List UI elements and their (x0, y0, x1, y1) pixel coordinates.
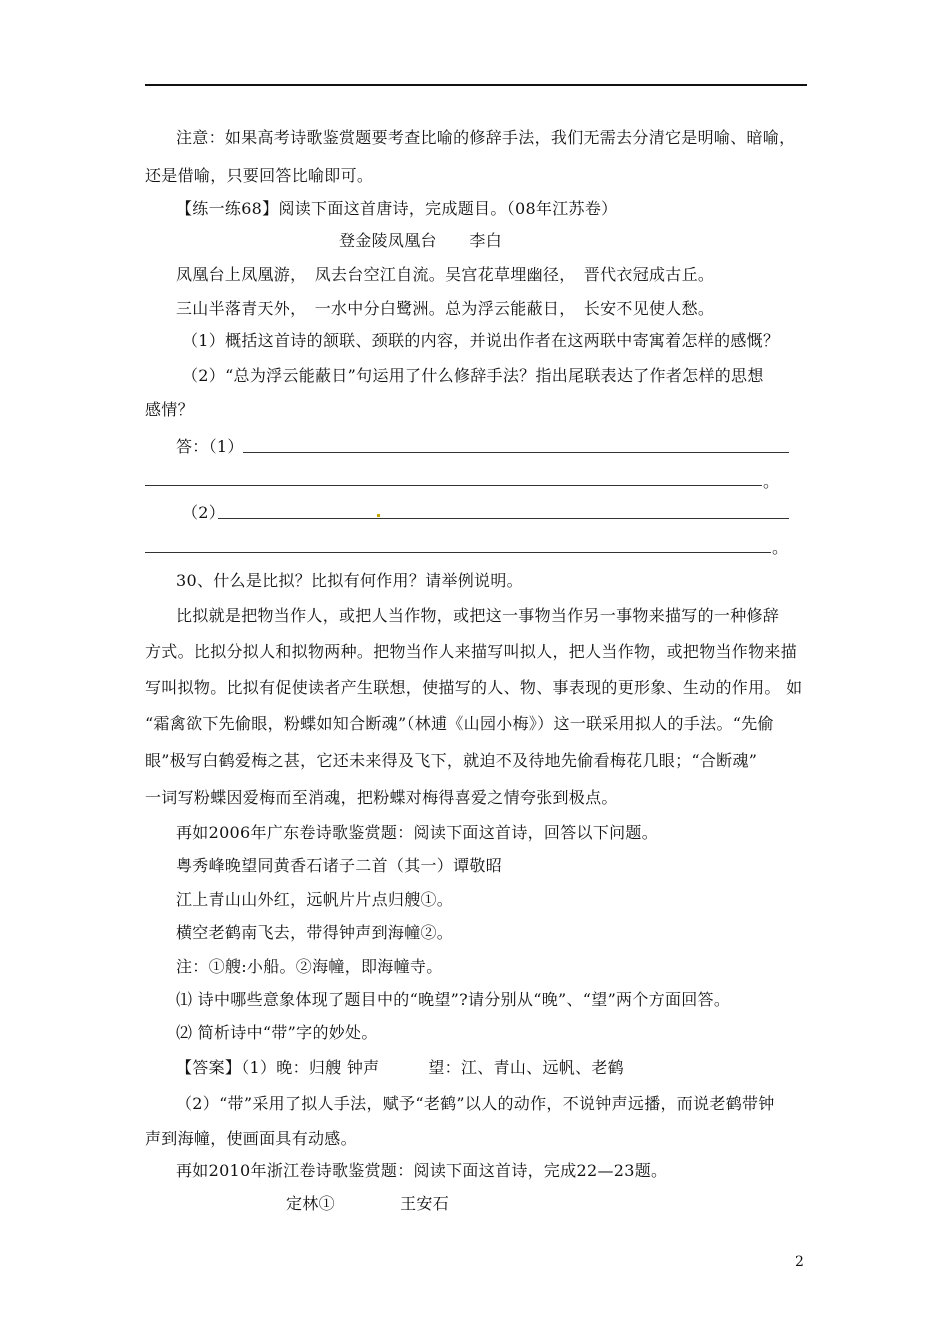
question-2-cont: 感情？ (145, 400, 194, 419)
question-2: ⑵ 简析诗中“带”字的妙处。 (176, 1023, 378, 1042)
exercise-heading: 【练一练68】阅读下面这首唐诗，完成题目。（08年江苏卷） (176, 199, 618, 218)
poem-line: 横空老鹤南飞去，带得钟声到海幢②。 (176, 923, 454, 942)
paragraph: 一词写粉蝶因爱梅而至消魂，把粉蝶对梅得喜爱之情夸张到极点。 (145, 788, 618, 807)
answer-blank-2b[interactable] (145, 552, 771, 553)
answer-text-cont: 声到海幢，使画面具有动感。 (145, 1129, 357, 1148)
poem-title: 粤秀峰晚望同黄香石诸子二首（其一）谭敬昭 (176, 856, 503, 875)
note-text-cont: 还是借喻，只要回答比喻即可。 (145, 166, 374, 185)
poem-title: 定林① 王安石 (286, 1194, 450, 1213)
answer-label-2: （2） (182, 503, 226, 522)
question-2: （2）“总为浮云能蔽日”句运用了什么修辞手法？指出尾联表达了作者怎样的思想 (182, 366, 764, 385)
poem-note: 注：①艘:小船。②海幢，即海幢寺。 (176, 957, 443, 976)
paragraph: 比拟就是把物当作人，或把人当作物，或把这一事物当作另一事物来描写的一种修辞 (176, 606, 780, 625)
poem-line: 江上青山山外红，远帆片片点归艘①。 (176, 890, 454, 909)
poem-line: 三山半落青天外， 一水中分白鹭洲。总为浮云能蔽日， 长安不见使人愁。 (176, 299, 715, 318)
note-text: 注意：如果高考诗歌鉴赏题要考查比喻的修辞手法，我们无需去分清它是明喻、暗喻， (176, 128, 796, 147)
poem-line: 凤凰台上凤凰游， 凤去台空江自流。吴宫花草埋幽径， 晋代衣冠成古丘。 (176, 265, 715, 284)
example-intro: 再如2006年广东卷诗歌鉴赏题：阅读下面这首诗，回答以下问题。 (176, 823, 659, 842)
marker-dot (377, 514, 380, 517)
answer-label-1: 答：（1） (176, 437, 244, 456)
answer-text: （2）“带”采用了拟人手法，赋予“老鹤”以人的动作，不说钟声远播，而说老鹤带钟 (176, 1094, 775, 1113)
answer-heading: 【答案】（1）晚：归艘 钟声 望：江、青山、远帆、老鹤 (176, 1058, 624, 1077)
answer-blank-1b[interactable] (145, 485, 762, 486)
answer-period-1: 。 (763, 472, 780, 491)
section-heading: 30、什么是比拟？比拟有何作用？请举例说明。 (176, 571, 523, 590)
paragraph: “霜禽欲下先偷眼，粉蝶如知合断魂”（林逋《山园小梅》）这一联采用拟人的手法。“先偷 (145, 714, 774, 733)
example-intro: 再如2010年浙江卷诗歌鉴赏题：阅读下面这首诗，完成22—23题。 (176, 1161, 668, 1180)
question-1: （1）概括这首诗的颔联、颈联的内容，并说出作者在这两联中寄寓着怎样的感慨？ (182, 331, 780, 350)
paragraph: 方式。比拟分拟人和拟物两种。把物当作人来描写叫拟人，把人当作物，或把物当作物来描 (145, 642, 798, 661)
answer-period-2: 。 (772, 538, 789, 557)
paragraph: 写叫拟物。比拟有促使读者产生联想，使描写的人、物、事表现的更形象、生动的作用。 如 (145, 678, 803, 697)
question-1: ⑴ 诗中哪些意象体现了题目中的“晚望”?请分别从“晚”、“望”两个方面回答。 (176, 990, 731, 1009)
answer-blank-1a[interactable] (243, 452, 789, 453)
answer-blank-2a[interactable] (218, 518, 789, 519)
paragraph: 眼”极写白鹤爱梅之甚，它还未来得及飞下，就迫不及待地先偷看梅花几眼；“合断魂” (145, 751, 758, 770)
header-rule (145, 84, 807, 86)
page-number: 2 (795, 1254, 804, 1270)
poem-title: 登金陵凤凰台 李白 (339, 231, 503, 250)
